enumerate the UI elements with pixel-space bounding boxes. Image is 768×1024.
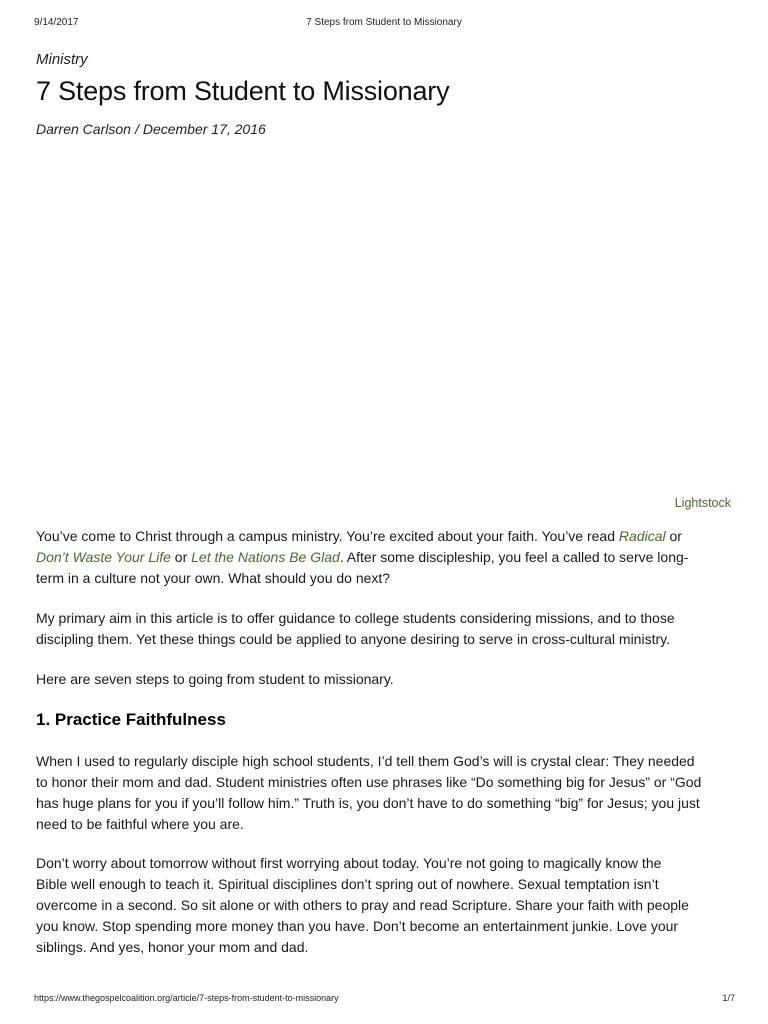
print-header-title: 7 Steps from Student to Missionary: [306, 17, 462, 28]
paragraph-line: Don’t Waste Your Life or Let the Nations Be Glad. After some discipleship, you feel a called to serve long-: [36, 549, 689, 565]
paragraph-line: has huge plans for you if you’ll follow him.” Truth is, you don’t have to do something “big” for Jesus; you just: [36, 795, 700, 811]
paragraph-line: My primary aim in this article is to offer guidance to college students considering missions, and to those: [36, 610, 675, 626]
paragraph-intro: [36, 526, 688, 589]
print-footer-url[interactable]: https://www.thegospelcoalition.org/article/7-steps-from-student-to-missionary: [34, 993, 339, 1003]
paragraph-today: [36, 853, 689, 958]
link-let-the-nations-be-glad[interactable]: Let the Nations Be Glad: [191, 549, 340, 565]
image-credit[interactable]: Lightstock: [674, 496, 731, 510]
print-header-date: 9/14/2017: [34, 17, 79, 28]
paragraph-line: you know. Stop spending more money than you have. Don’t become an entertainment junkie. Love your: [36, 918, 679, 934]
section-heading: 1. Practice Faithfulness: [36, 710, 226, 729]
article-category[interactable]: Ministry: [36, 51, 88, 68]
article-title: 7 Steps from Student to Missionary: [36, 76, 450, 106]
paragraph-line: overcome in a second. So sit alone or with others to pray and read Scripture. Share your faith with people: [36, 897, 689, 913]
author-name[interactable]: Darren Carlson: [36, 121, 131, 137]
paragraph-line: siblings. And yes, honor your mom and dad.: [36, 939, 309, 955]
paragraph-line: Bible well enough to teach it. Spiritual disciplines don’t spring out of nowhere. Sexual temptation isn’t: [36, 876, 659, 892]
byline: [36, 121, 266, 137]
publish-date: December 17, 2016: [142, 121, 266, 137]
paragraph-line: to honor their mom and dad. Student ministries often use phrases like “Do something big for Jesus” or “God: [36, 774, 702, 790]
paragraph-line: need to be faithful where you are.: [36, 816, 244, 832]
byline-separator: /: [134, 121, 139, 137]
paragraph-line: You’ve come to Christ through a campus ministry. You’re excited about your faith. You’ve read Radical or: [36, 528, 682, 544]
print-footer-page-number: 1/7: [722, 993, 735, 1003]
hero-image: [36, 150, 732, 490]
paragraph-line: discipling them. Yet these things could be applied to anyone desiring to serve in cross-cultural ministry.: [36, 631, 670, 647]
link-radical[interactable]: Radical: [618, 528, 666, 544]
paragraph-line: When I used to regularly disciple high school students, I’d tell them God’s will is crystal clear: They needed: [36, 753, 695, 769]
paragraph-line: term in a culture not your own. What should you do next?: [36, 570, 391, 586]
link-dont-waste-your-life[interactable]: Don’t Waste Your Life: [36, 549, 171, 565]
paragraph-line: Don’t worry about tomorrow without first worrying about today. You’re not going to magically know the: [36, 855, 662, 871]
paragraph-faithfulness: [36, 751, 701, 835]
paragraph-aim: [36, 608, 675, 650]
paragraph-steps-intro: Here are seven steps to going from student to missionary.: [36, 671, 394, 687]
